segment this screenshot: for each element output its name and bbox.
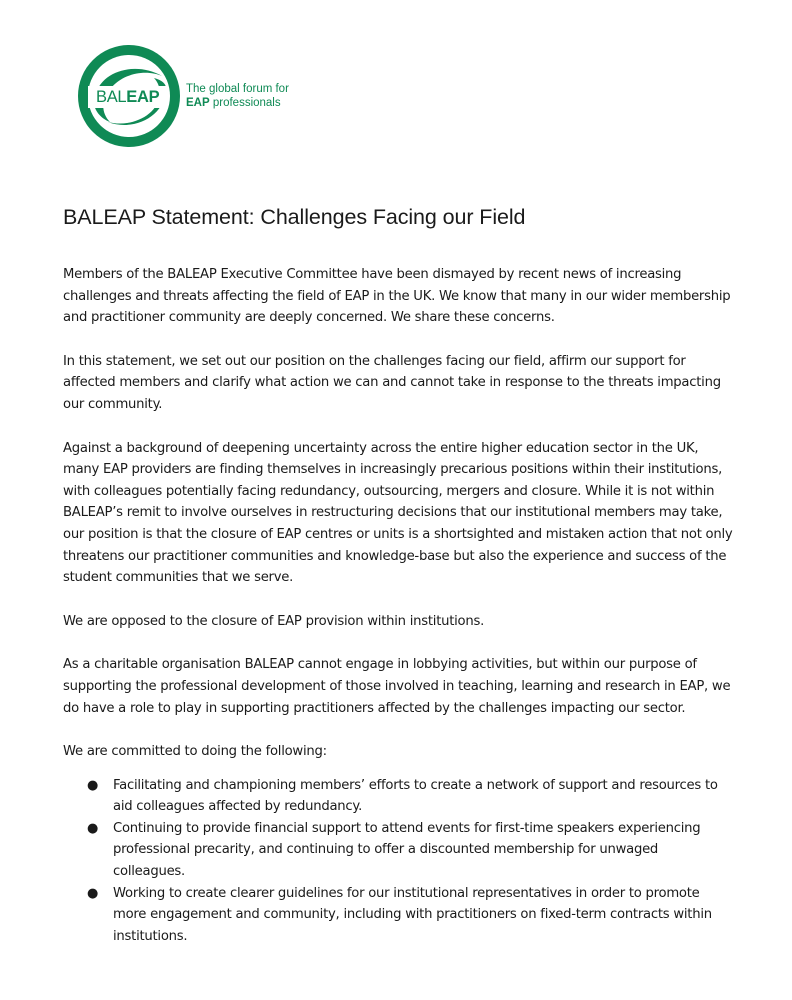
page-title: BALEAP Statement: Challenges Facing our Field [63, 205, 526, 229]
paragraph: Against a background of deepening uncertainty across the entire higher education sector in the UK, many EAP providers are finding themselves in increasingly precarious positions within their institutions, with colleagues potentially facing redundancy, outsourcing, mergers and closure. While it is not within BALEAP’s remit to involve ourselves in restructuring decisions that our institutional members may take, our position is that the closure of EAP centres or units is a shortsighted and mistaken action that not only threatens our practitioner communities and knowledge-base but also the experience and success of the student communities that we serve. [63, 440, 733, 586]
paragraph: As a charitable organisation BALEAP cannot engage in lobbying activities, but within our purpose of supporting the professional development of those involved in teaching, learning and research in EAP, we do have a role to play in supporting practitioners affected by the challenges impacting our sector. [63, 657, 731, 716]
logo-wordmark-light: BAL [96, 88, 127, 106]
paragraph: Members of the BALEAP Executive Committee have been dismayed by recent news of increasing challenges and threats affecting the field of EAP in the UK. We know that many in our wider membership and practitioner community are deeply concerned. We share these concerns. [63, 267, 731, 326]
tagline-rest: professionals [209, 97, 281, 109]
bullet-icon: ● [87, 820, 99, 836]
list-item-text: Continuing to provide financial support to attend events for first-time speakers experiencing professional precarity, and continuing to offer a discounted membership for unwaged colleagues. [113, 820, 701, 880]
logo-tagline [186, 82, 289, 110]
paragraph: We are committed to doing the following: [63, 744, 327, 760]
list-item-text: Facilitating and championing members’ efforts to create a network of support and resources to aid colleagues affected by redundancy. [113, 777, 718, 815]
logo-wordmark [96, 88, 159, 107]
list-item [87, 818, 733, 883]
statement-body [63, 264, 733, 947]
bullet-icon: ● [87, 777, 99, 793]
tagline-line-1: The global forum for [186, 83, 289, 95]
logo-wordmark-bold: EAP [126, 88, 160, 106]
list-item [87, 883, 733, 948]
tagline-abbr: EAP [186, 97, 210, 109]
paragraph: We are opposed to the closure of EAP provision within institutions. [63, 613, 485, 629]
list-item [87, 775, 733, 818]
commitments-list [63, 775, 733, 948]
paragraph: In this statement, we set out our position on the challenges facing our field, affirm our support for affected members and clarify what action we can and cannot take in response to the threats impacting our community. [63, 353, 721, 412]
bullet-icon: ● [87, 885, 99, 901]
list-item-text: Working to create clearer guidelines for our institutional representatives in order to promote more engagement and community, including with practitioners on fixed-term contracts within institutions. [113, 885, 712, 944]
baleap-logo [74, 42, 314, 150]
tagline-line-2 [186, 96, 289, 110]
